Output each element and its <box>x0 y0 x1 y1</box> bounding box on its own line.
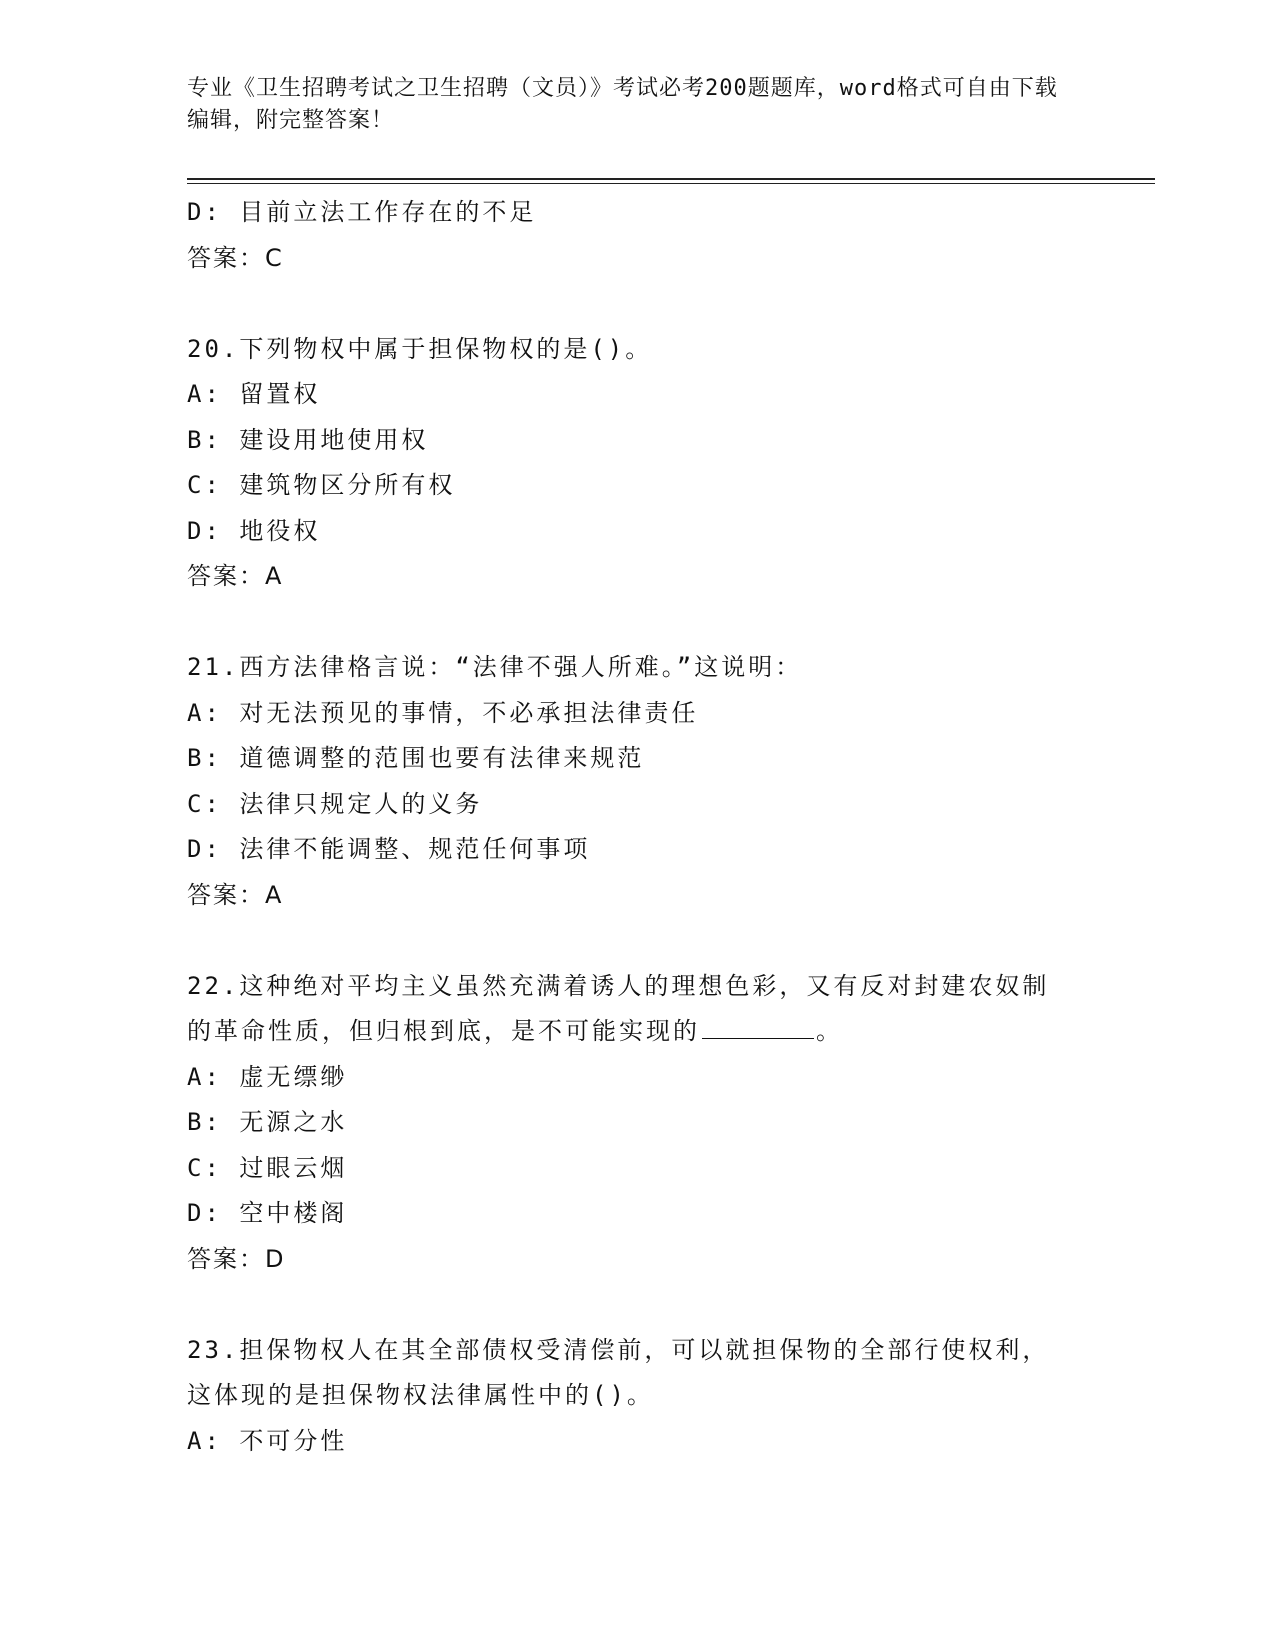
answer-line: 答案：D <box>187 1244 286 1273</box>
question-separator <box>187 1282 1067 1328</box>
answer-line: 答案：C <box>187 243 284 272</box>
question-stem-text: 23.担保物权人在其全部债权受清偿前，可以就担保物的全部行使权利，这体现的是担保物权法律属性中的()。 <box>187 1335 1050 1409</box>
question-stem <box>187 327 1067 373</box>
option-line: B: 无源之水 <box>187 1108 348 1136</box>
question-stem-suffix: 。 <box>816 1017 843 1045</box>
option-line: B: 建设用地使用权 <box>187 425 429 454</box>
option-line: D: 法律不能调整、规范任何事项 <box>187 835 591 863</box>
option-line: A: 虚无缥缈 <box>187 1062 348 1091</box>
question-stem <box>187 964 1067 1055</box>
option-line: D: 目前立法工作存在的不足 <box>187 198 537 226</box>
question-stem-text: 21.西方法律格言说：“法律不强人所难。”这说明： <box>187 653 803 681</box>
option-line: B: 道德调整的范围也要有法律来规范 <box>187 744 645 772</box>
option-line: A: 留置权 <box>187 380 321 408</box>
question-separator <box>187 918 1067 964</box>
option-line: A: 对无法预见的事情，不必承担法律责任 <box>187 698 699 727</box>
question-separator <box>187 281 1067 327</box>
header-divider-thin <box>187 183 1155 184</box>
answer-line: 答案：A <box>187 562 284 590</box>
question-stem <box>187 1328 1067 1419</box>
answer-line: 答案：A <box>187 880 284 909</box>
question-stem <box>187 645 1067 691</box>
option-line: C: 法律只规定人的义务 <box>187 789 483 818</box>
option-line: A: 不可分性 <box>187 1426 348 1455</box>
option-line: C: 建筑物区分所有权 <box>187 471 456 499</box>
question-stem-text: 20.下列物权中属于担保物权的是()。 <box>187 334 653 363</box>
document-header: 专业《卫生招聘考试之卫生招聘（文员）》考试必考200题题库，word格式可自由下载编辑，附完整答案！ <box>187 76 1058 133</box>
option-line: C: 过眼云烟 <box>187 1153 348 1182</box>
question-stem-text: 22.这种绝对平均主义虽然充满着诱人的理想色彩，又有反对封建农奴制的革命性质，但归根到底，是不可能实现的 <box>187 971 1050 1045</box>
option-line: D: 地役权 <box>187 516 321 545</box>
fill-in-blank <box>702 1012 814 1039</box>
option-line: D: 空中楼阁 <box>187 1199 348 1227</box>
question-separator <box>187 600 1067 646</box>
header-divider-thick <box>187 178 1155 180</box>
question-list <box>187 190 1067 1464</box>
